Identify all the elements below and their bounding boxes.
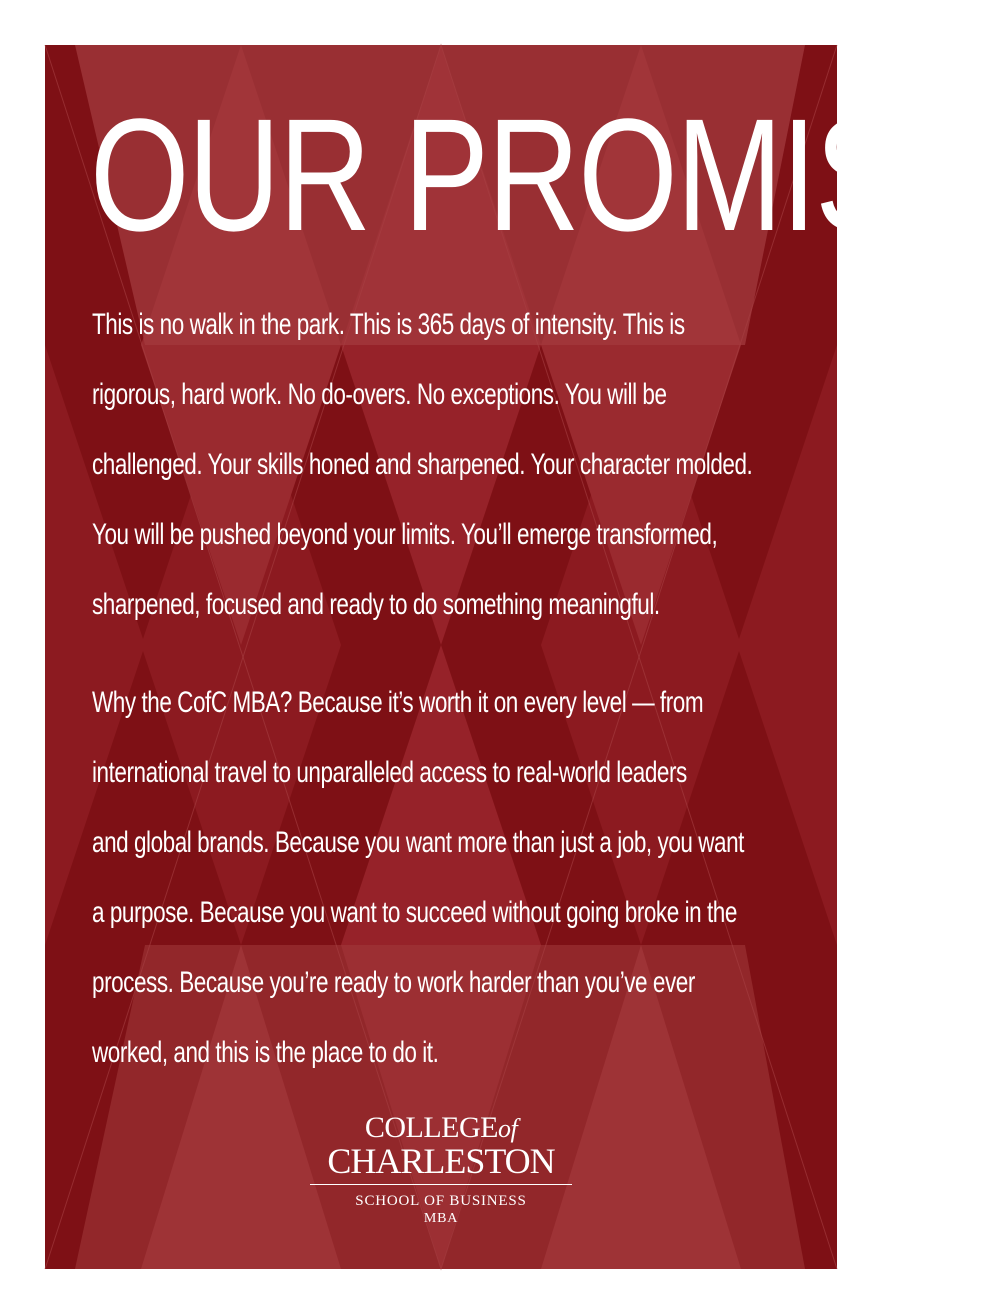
paragraph-line: process. Because you’re ready to work harder than you’ve ever bbox=[92, 966, 695, 999]
logo-college-line bbox=[310, 1113, 572, 1144]
promise-poster bbox=[45, 45, 983, 1269]
paragraph-line: challenged. Your skills honed and sharpened. Your character molded. bbox=[92, 448, 753, 481]
promise-paragraph bbox=[92, 290, 972, 640]
paragraph-line: a purpose. Because you want to succeed without going broke in the bbox=[92, 896, 737, 929]
paragraph-line: This is no walk in the park. This is 365 days of intensity. This is bbox=[92, 308, 685, 341]
logo-of-word: of bbox=[497, 1114, 518, 1143]
college-logo bbox=[310, 1113, 572, 1228]
paragraph-line: rigorous, hard work. No do-overs. No exceptions. You will be bbox=[92, 378, 667, 411]
why-mba-paragraph bbox=[92, 668, 961, 1088]
paragraph-line: Why the CofC MBA? Because it’s worth it on every level — from bbox=[92, 686, 704, 719]
paragraph-line: worked, and this is the place to do it. bbox=[92, 1036, 439, 1069]
paragraph-line: international travel to unparalleled access to real-world leaders bbox=[92, 756, 687, 789]
logo-college-word: COLLEGE bbox=[364, 1111, 498, 1144]
paragraph-line: sharpened, focused and ready to do something meaningful. bbox=[92, 588, 660, 621]
paragraph-line: You will be pushed beyond your limits. You’ll emerge transformed, bbox=[92, 518, 718, 551]
paragraph-line: and global brands. Because you want more than just a job, you want bbox=[92, 826, 744, 859]
logo-divider bbox=[310, 1184, 572, 1185]
logo-program-name: MBA bbox=[423, 1211, 459, 1226]
page-title: OUR PROMISE bbox=[90, 85, 983, 264]
logo-school-name: SCHOOL OF BUSINESS bbox=[355, 1193, 527, 1209]
logo-charleston-word: CHARLESTON bbox=[327, 1141, 555, 1181]
